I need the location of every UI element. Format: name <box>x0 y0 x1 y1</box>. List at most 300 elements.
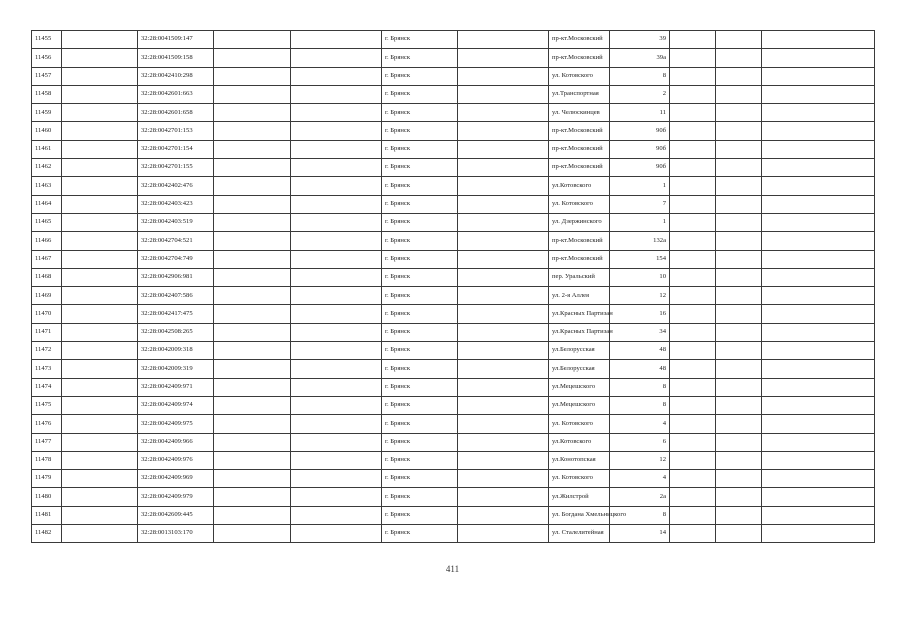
empty-cell <box>762 213 875 231</box>
empty-cell <box>62 232 138 250</box>
empty-cell <box>62 268 138 286</box>
cadastral-number-cell: 32:28:0042409:975 <box>138 415 214 433</box>
cadastral-number-cell: 32:28:0042701:153 <box>138 122 214 140</box>
empty-cell <box>458 177 549 195</box>
city-cell: г. Брянск <box>382 140 458 158</box>
house-number-cell: 4 <box>610 470 670 488</box>
street-cell: ул.Жилстрой <box>549 488 610 506</box>
empty-cell <box>458 49 549 67</box>
empty-cell <box>214 67 291 85</box>
city-cell: г. Брянск <box>382 506 458 524</box>
empty-cell <box>716 104 762 122</box>
empty-cell <box>458 433 549 451</box>
empty-cell <box>291 433 382 451</box>
table-row <box>32 49 875 67</box>
row-number-cell: 11469 <box>32 287 62 305</box>
empty-cell <box>670 396 716 414</box>
city-cell: г. Брянск <box>382 470 458 488</box>
empty-cell <box>291 360 382 378</box>
empty-cell <box>214 451 291 469</box>
empty-cell <box>291 177 382 195</box>
empty-cell <box>762 360 875 378</box>
empty-cell <box>214 342 291 360</box>
empty-cell <box>62 67 138 85</box>
empty-cell <box>716 360 762 378</box>
empty-cell <box>762 525 875 543</box>
table-row <box>32 67 875 85</box>
cadastral-number-cell: 32:28:0042410:298 <box>138 67 214 85</box>
empty-cell <box>670 525 716 543</box>
city-cell: г. Брянск <box>382 396 458 414</box>
empty-cell <box>62 378 138 396</box>
empty-cell <box>214 525 291 543</box>
city-cell: г. Брянск <box>382 232 458 250</box>
empty-cell <box>670 415 716 433</box>
row-number-cell: 11467 <box>32 250 62 268</box>
empty-cell <box>762 159 875 177</box>
cadastral-number-cell: 32:28:0041509:147 <box>138 31 214 49</box>
empty-cell <box>670 451 716 469</box>
table-row <box>32 360 875 378</box>
empty-cell <box>762 177 875 195</box>
empty-cell <box>62 159 138 177</box>
empty-cell <box>214 470 291 488</box>
empty-cell <box>291 488 382 506</box>
row-number-cell: 11464 <box>32 195 62 213</box>
city-cell: г. Брянск <box>382 177 458 195</box>
empty-cell <box>291 451 382 469</box>
empty-cell <box>62 177 138 195</box>
empty-cell <box>214 323 291 341</box>
empty-cell <box>291 396 382 414</box>
empty-cell <box>762 396 875 414</box>
empty-cell <box>670 488 716 506</box>
empty-cell <box>214 195 291 213</box>
empty-cell <box>458 305 549 323</box>
empty-cell <box>762 342 875 360</box>
empty-cell <box>62 396 138 414</box>
city-cell: г. Брянск <box>382 122 458 140</box>
empty-cell <box>214 122 291 140</box>
empty-cell <box>670 287 716 305</box>
table-row <box>32 177 875 195</box>
empty-cell <box>716 177 762 195</box>
city-cell: г. Брянск <box>382 104 458 122</box>
empty-cell <box>458 342 549 360</box>
house-number-cell: 48 <box>610 360 670 378</box>
cadastral-number-cell: 32:28:0042409:974 <box>138 396 214 414</box>
city-cell: г. Брянск <box>382 195 458 213</box>
empty-cell <box>291 140 382 158</box>
empty-cell <box>458 250 549 268</box>
house-number-cell: 39а <box>610 49 670 67</box>
row-number-cell: 11460 <box>32 122 62 140</box>
street-cell: ул. Котовского <box>549 67 610 85</box>
house-number-cell: 90б <box>610 159 670 177</box>
empty-cell <box>291 323 382 341</box>
row-number-cell: 11465 <box>32 213 62 231</box>
empty-cell <box>458 104 549 122</box>
street-cell: ул.Транспортная <box>549 85 610 103</box>
empty-cell <box>62 122 138 140</box>
empty-cell <box>670 342 716 360</box>
empty-cell <box>291 342 382 360</box>
empty-cell <box>291 415 382 433</box>
table-row <box>32 378 875 396</box>
empty-cell <box>716 433 762 451</box>
cadastral-number-cell: 32:28:0042409:979 <box>138 488 214 506</box>
empty-cell <box>291 85 382 103</box>
row-number-cell: 11479 <box>32 470 62 488</box>
table-row <box>32 323 875 341</box>
empty-cell <box>291 506 382 524</box>
empty-cell <box>716 122 762 140</box>
table-row <box>32 287 875 305</box>
empty-cell <box>62 287 138 305</box>
table-row <box>32 159 875 177</box>
empty-cell <box>762 415 875 433</box>
empty-cell <box>62 360 138 378</box>
empty-cell <box>62 506 138 524</box>
row-number-cell: 11470 <box>32 305 62 323</box>
house-number-cell: 2 <box>610 85 670 103</box>
cadastral-number-cell: 32:28:0042906:981 <box>138 268 214 286</box>
empty-cell <box>214 250 291 268</box>
cadastral-number-cell: 32:28:0042704:749 <box>138 250 214 268</box>
empty-cell <box>762 506 875 524</box>
empty-cell <box>670 140 716 158</box>
empty-cell <box>670 67 716 85</box>
empty-cell <box>716 232 762 250</box>
empty-cell <box>762 140 875 158</box>
table-row <box>32 104 875 122</box>
empty-cell <box>670 195 716 213</box>
empty-cell <box>716 305 762 323</box>
empty-cell <box>458 396 549 414</box>
empty-cell <box>291 470 382 488</box>
row-number-cell: 11462 <box>32 159 62 177</box>
street-cell: ул. Челюскинцев <box>549 104 610 122</box>
empty-cell <box>762 378 875 396</box>
empty-cell <box>670 31 716 49</box>
empty-cell <box>62 213 138 231</box>
cadastral-number-cell: 32:28:0042704:521 <box>138 232 214 250</box>
empty-cell <box>762 67 875 85</box>
empty-cell <box>214 396 291 414</box>
empty-cell <box>291 195 382 213</box>
empty-cell <box>291 525 382 543</box>
empty-cell <box>458 85 549 103</box>
street-cell: пр-кт.Московский <box>549 31 610 49</box>
empty-cell <box>291 287 382 305</box>
empty-cell <box>458 451 549 469</box>
empty-cell <box>716 159 762 177</box>
empty-cell <box>214 488 291 506</box>
empty-cell <box>762 451 875 469</box>
empty-cell <box>214 232 291 250</box>
empty-cell <box>458 232 549 250</box>
table-row <box>32 213 875 231</box>
empty-cell <box>62 415 138 433</box>
row-number-cell: 11457 <box>32 67 62 85</box>
empty-cell <box>458 378 549 396</box>
city-cell: г. Брянск <box>382 250 458 268</box>
house-number-cell: 90б <box>610 140 670 158</box>
empty-cell <box>670 177 716 195</box>
cadastral-number-cell: 32:28:0042508:265 <box>138 323 214 341</box>
empty-cell <box>670 122 716 140</box>
city-cell: г. Брянск <box>382 378 458 396</box>
empty-cell <box>291 49 382 67</box>
empty-cell <box>214 268 291 286</box>
empty-cell <box>762 122 875 140</box>
cadastral-number-cell: 32:28:0042009:319 <box>138 360 214 378</box>
cadastral-number-cell: 32:28:0042609:445 <box>138 506 214 524</box>
empty-cell <box>62 85 138 103</box>
table-row <box>32 195 875 213</box>
street-cell: пер. Уральский <box>549 268 610 286</box>
street-cell: пр-кт.Московский <box>549 250 610 268</box>
row-number-cell: 11463 <box>32 177 62 195</box>
house-number-cell: 4 <box>610 415 670 433</box>
empty-cell <box>716 140 762 158</box>
table-row <box>32 305 875 323</box>
street-cell: ул. Дзержинского <box>549 213 610 231</box>
empty-cell <box>762 195 875 213</box>
house-number-cell: 8 <box>610 67 670 85</box>
empty-cell <box>716 287 762 305</box>
house-number-cell: 6 <box>610 433 670 451</box>
empty-cell <box>716 67 762 85</box>
house-number-cell: 8 <box>610 506 670 524</box>
cadastral-number-cell: 32:28:0042701:154 <box>138 140 214 158</box>
city-cell: г. Брянск <box>382 433 458 451</box>
empty-cell <box>762 488 875 506</box>
street-cell: ул. 2-я Аллея <box>549 287 610 305</box>
cadastral-number-cell: 32:28:0042403:519 <box>138 213 214 231</box>
house-number-cell: 11 <box>610 104 670 122</box>
empty-cell <box>458 323 549 341</box>
row-number-cell: 11472 <box>32 342 62 360</box>
empty-cell <box>762 305 875 323</box>
empty-cell <box>670 360 716 378</box>
empty-cell <box>214 213 291 231</box>
street-cell: ул.Мецешского <box>549 396 610 414</box>
house-number-cell: 14 <box>610 525 670 543</box>
street-cell: ул.Котовского <box>549 177 610 195</box>
empty-cell <box>214 49 291 67</box>
empty-cell <box>62 323 138 341</box>
empty-cell <box>62 488 138 506</box>
empty-cell <box>291 213 382 231</box>
house-number-cell: 10 <box>610 268 670 286</box>
empty-cell <box>458 415 549 433</box>
empty-cell <box>62 140 138 158</box>
table-row <box>32 396 875 414</box>
empty-cell <box>670 49 716 67</box>
empty-cell <box>716 506 762 524</box>
row-number-cell: 11480 <box>32 488 62 506</box>
row-number-cell: 11473 <box>32 360 62 378</box>
row-number-cell: 11468 <box>32 268 62 286</box>
cadastral-number-cell: 32:28:0013103:170 <box>138 525 214 543</box>
empty-cell <box>214 31 291 49</box>
empty-cell <box>291 232 382 250</box>
row-number-cell: 11475 <box>32 396 62 414</box>
cadastral-number-cell: 32:28:0041509:158 <box>138 49 214 67</box>
table-body <box>32 31 875 543</box>
cadastral-number-cell: 32:28:0042409:971 <box>138 378 214 396</box>
cadastral-number-cell: 32:28:0042701:155 <box>138 159 214 177</box>
street-cell: пр-кт.Московский <box>549 232 610 250</box>
house-number-cell: 39 <box>610 31 670 49</box>
city-cell: г. Брянск <box>382 268 458 286</box>
street-cell: ул.Красных Партизан <box>549 323 610 341</box>
empty-cell <box>62 31 138 49</box>
empty-cell <box>458 140 549 158</box>
empty-cell <box>670 305 716 323</box>
empty-cell <box>716 488 762 506</box>
table-row <box>32 451 875 469</box>
city-cell: г. Брянск <box>382 213 458 231</box>
street-cell: ул. Богдана Хмельницкого <box>549 506 610 524</box>
empty-cell <box>716 378 762 396</box>
city-cell: г. Брянск <box>382 31 458 49</box>
empty-cell <box>458 360 549 378</box>
empty-cell <box>458 122 549 140</box>
city-cell: г. Брянск <box>382 488 458 506</box>
empty-cell <box>670 433 716 451</box>
house-number-cell: 12 <box>610 287 670 305</box>
house-number-cell: 7 <box>610 195 670 213</box>
house-number-cell: 2а <box>610 488 670 506</box>
empty-cell <box>214 140 291 158</box>
empty-cell <box>716 31 762 49</box>
empty-cell <box>291 159 382 177</box>
empty-cell <box>214 177 291 195</box>
empty-cell <box>716 342 762 360</box>
row-number-cell: 11477 <box>32 433 62 451</box>
cadastral-number-cell: 32:28:0042403:423 <box>138 195 214 213</box>
empty-cell <box>670 506 716 524</box>
row-number-cell: 11482 <box>32 525 62 543</box>
table-row <box>32 140 875 158</box>
empty-cell <box>214 305 291 323</box>
empty-cell <box>762 433 875 451</box>
empty-cell <box>214 506 291 524</box>
empty-cell <box>762 268 875 286</box>
city-cell: г. Брянск <box>382 287 458 305</box>
cadastral-number-cell: 32:28:0042009:318 <box>138 342 214 360</box>
empty-cell <box>214 85 291 103</box>
row-number-cell: 11481 <box>32 506 62 524</box>
address-registry-table <box>31 30 875 543</box>
empty-cell <box>62 433 138 451</box>
empty-cell <box>762 85 875 103</box>
empty-cell <box>214 415 291 433</box>
table-row <box>32 415 875 433</box>
house-number-cell: 132а <box>610 232 670 250</box>
street-cell: ул.Котовского <box>549 433 610 451</box>
empty-cell <box>716 195 762 213</box>
page-number: 411 <box>445 564 460 574</box>
empty-cell <box>291 31 382 49</box>
empty-cell <box>62 470 138 488</box>
house-number-cell: 8 <box>610 378 670 396</box>
row-number-cell: 11474 <box>32 378 62 396</box>
table-row <box>32 525 875 543</box>
row-number-cell: 11458 <box>32 85 62 103</box>
empty-cell <box>458 159 549 177</box>
empty-cell <box>62 250 138 268</box>
empty-cell <box>716 268 762 286</box>
cadastral-number-cell: 32:28:0042409:969 <box>138 470 214 488</box>
empty-cell <box>716 415 762 433</box>
empty-cell <box>670 470 716 488</box>
empty-cell <box>716 451 762 469</box>
empty-cell <box>62 49 138 67</box>
street-cell: ул.Белорусская <box>549 360 610 378</box>
empty-cell <box>716 250 762 268</box>
empty-cell <box>291 104 382 122</box>
empty-cell <box>670 323 716 341</box>
empty-cell <box>762 104 875 122</box>
house-number-cell: 154 <box>610 250 670 268</box>
empty-cell <box>291 268 382 286</box>
table-row <box>32 470 875 488</box>
empty-cell <box>670 159 716 177</box>
table-row <box>32 85 875 103</box>
empty-cell <box>670 85 716 103</box>
empty-cell <box>458 195 549 213</box>
empty-cell <box>62 451 138 469</box>
city-cell: г. Брянск <box>382 525 458 543</box>
cadastral-number-cell: 32:28:0042409:976 <box>138 451 214 469</box>
empty-cell <box>291 67 382 85</box>
street-cell: ул. Котовского <box>549 470 610 488</box>
empty-cell <box>762 470 875 488</box>
empty-cell <box>62 342 138 360</box>
house-number-cell: 34 <box>610 323 670 341</box>
empty-cell <box>214 360 291 378</box>
empty-cell <box>762 49 875 67</box>
empty-cell <box>670 104 716 122</box>
table-row <box>32 342 875 360</box>
empty-cell <box>62 104 138 122</box>
table-row <box>32 268 875 286</box>
table-row <box>32 506 875 524</box>
house-number-cell: 1 <box>610 177 670 195</box>
cadastral-number-cell: 32:28:0042402:476 <box>138 177 214 195</box>
city-cell: г. Брянск <box>382 159 458 177</box>
street-cell: ул.Красных Партизан <box>549 305 610 323</box>
table-row <box>32 31 875 49</box>
table-row <box>32 488 875 506</box>
empty-cell <box>214 378 291 396</box>
empty-cell <box>458 268 549 286</box>
street-cell: пр-кт.Московский <box>549 122 610 140</box>
empty-cell <box>214 287 291 305</box>
empty-cell <box>716 470 762 488</box>
empty-cell <box>670 232 716 250</box>
table-row <box>32 433 875 451</box>
cadastral-number-cell: 32:28:0042409:966 <box>138 433 214 451</box>
empty-cell <box>670 213 716 231</box>
empty-cell <box>716 213 762 231</box>
street-cell: ул.Мецешского <box>549 378 610 396</box>
empty-cell <box>458 488 549 506</box>
row-number-cell: 11466 <box>32 232 62 250</box>
